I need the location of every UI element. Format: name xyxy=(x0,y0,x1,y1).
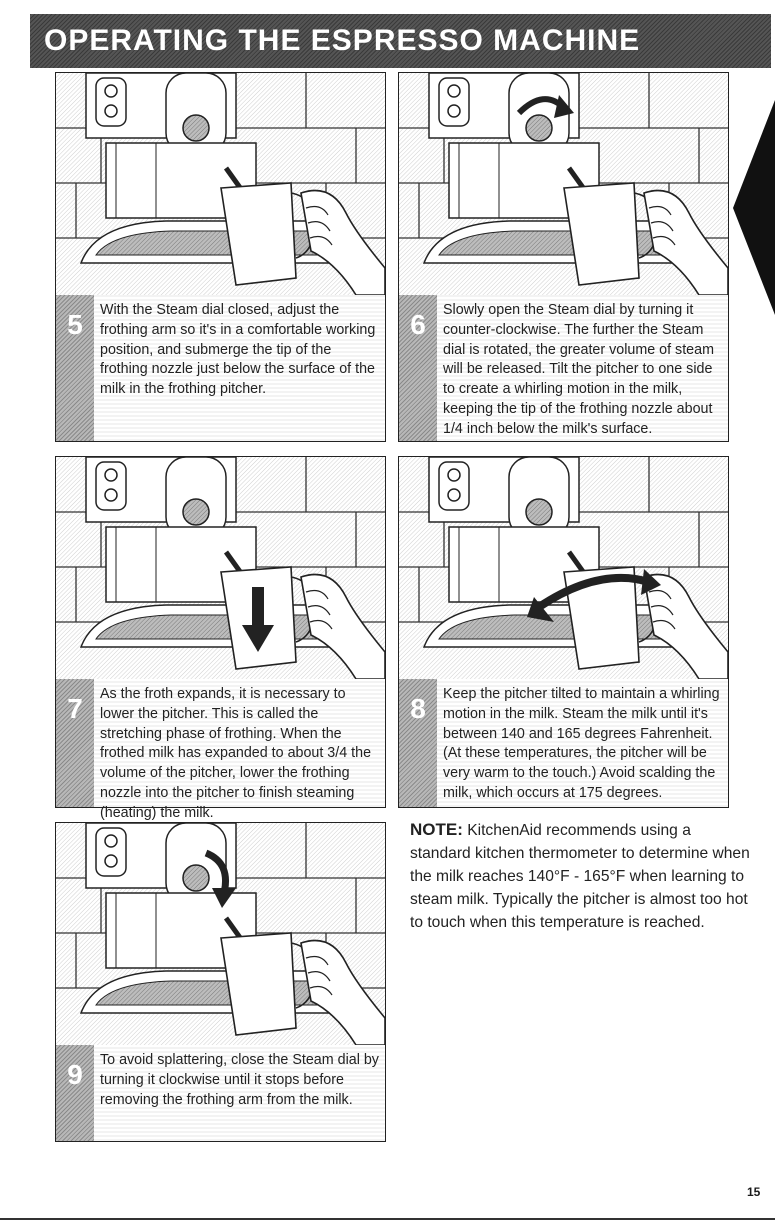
page-title: OPERATING THE ESPRESSO MACHINE xyxy=(44,24,641,57)
step-8-illustration xyxy=(399,457,728,679)
note-label: NOTE: xyxy=(410,820,463,839)
step-9-illustration xyxy=(56,823,385,1045)
step-7-text: As the froth expands, it is necessary to lower the pitcher. This is called the stretching phase of frothing. When the frothed milk has expanded to about 3/4 the volume of the pitcher, lower the frothing nozzle into the pitcher to finish steaming (heating) the milk. xyxy=(100,686,372,821)
step-8-number: 8 xyxy=(410,693,426,724)
step-7-number: 7 xyxy=(67,693,83,724)
step-6-panel xyxy=(398,72,729,442)
language-tab-label: English xyxy=(739,277,758,339)
step-7-number-block xyxy=(56,679,94,807)
step-7-caption xyxy=(56,679,385,821)
footer-rule xyxy=(0,1218,775,1220)
step-6-number: 6 xyxy=(410,309,426,340)
note-text: KitchenAid recommends using a standard kitchen thermometer to determine when the milk reaches 140°F - 165°F when learning to steam milk. Typically the pitcher is almost too hot to touch when this temperature is reached. xyxy=(410,822,750,931)
step-9-number-block xyxy=(56,1045,94,1141)
step-8-panel xyxy=(398,456,729,808)
step-8-caption xyxy=(399,679,728,807)
step-8-number-block xyxy=(399,679,437,807)
step-5-caption xyxy=(56,295,385,441)
step-5-number-block xyxy=(56,295,94,441)
language-tab xyxy=(733,100,775,339)
step-6-illustration xyxy=(399,73,728,295)
step-6-text: Slowly open the Steam dial by turning it counter-clockwise. The further the Steam dial is rotated, the greater volume of steam will be released. Tilt the pitcher to one side to create a whirling motion in the milk, keeping the tip of the frothing nozzle about 1/4 inch below the milk's surface. xyxy=(443,302,714,437)
step-6-caption xyxy=(399,295,728,441)
step-7-illustration xyxy=(56,457,385,679)
step-5-illustration xyxy=(56,73,385,295)
note-block xyxy=(410,818,750,934)
step-5-text: With the Steam dial closed, adjust the frothing arm so it's in a comfortable working position, and submerge the tip of the frothing nozzle just below the surface of the milk in the frothing pitcher. xyxy=(100,302,376,398)
page-header xyxy=(0,0,775,82)
step-9-caption xyxy=(56,1045,385,1141)
step-5-number: 5 xyxy=(67,309,83,340)
step-9-number: 9 xyxy=(67,1059,83,1090)
step-5-panel xyxy=(55,72,386,442)
step-9-text: To avoid splattering, close the Steam dial by turning it clockwise until it stops before removing the frothing arm from the milk. xyxy=(100,1052,379,1108)
step-6-number-block xyxy=(399,295,437,441)
step-7-panel xyxy=(55,456,386,821)
step-9-panel xyxy=(55,822,386,1142)
step-8-text: Keep the pitcher tilted to maintain a whirling motion in the milk. Steam the milk until it's between 140 and 165 degrees Fahrenheit. (At these temperatures, the pitcher will be very warm to the touch.) Avoid scalding the milk, which occurs at 175 degrees. xyxy=(443,686,720,801)
page-number: 15 xyxy=(747,1185,761,1199)
